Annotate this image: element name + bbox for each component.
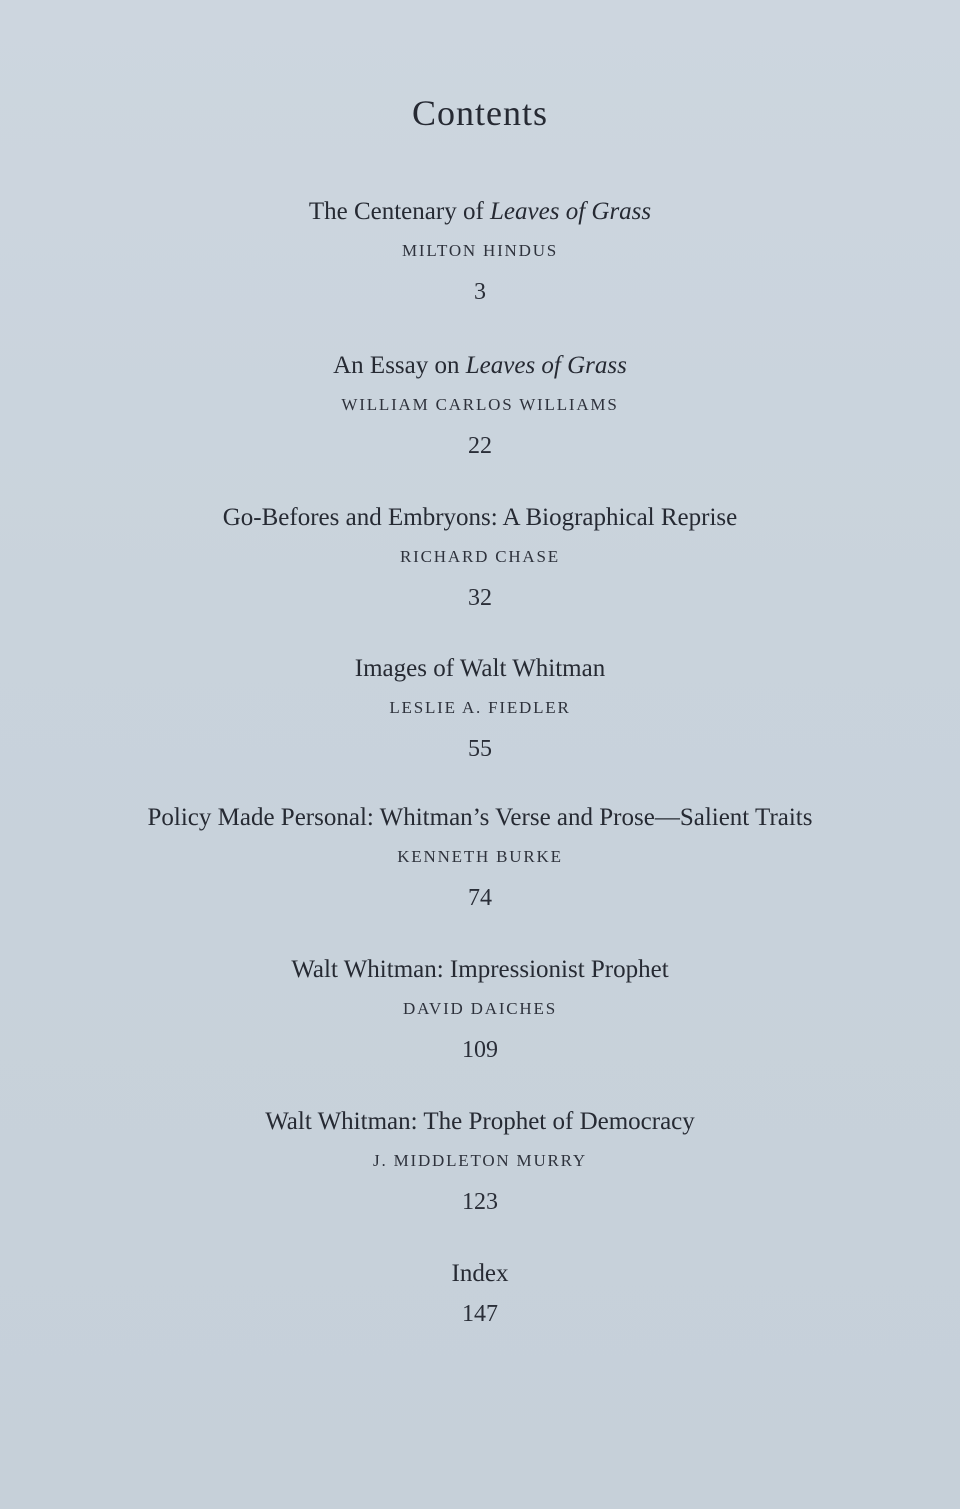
- toc-entry: [0, 954, 960, 1064]
- entry-title-italic: Leaves of Grass: [465, 352, 627, 379]
- entry-title-text: An Essay on: [333, 352, 466, 379]
- entry-title-text: Policy Made Personal: Whitman’s Verse and Prose—Salient Traits: [147, 804, 813, 831]
- entry-author: KENNETH BURKE: [397, 847, 563, 866]
- entry-page-number: 123: [462, 1189, 498, 1215]
- entry-author: LESLIE A. FIEDLER: [389, 698, 571, 717]
- toc-entry: [0, 653, 960, 763]
- toc-entry: [0, 350, 960, 460]
- entry-title: [0, 350, 960, 382]
- entry-author: DAVID DAICHES: [403, 999, 557, 1018]
- page-title: Contents: [411, 93, 548, 133]
- toc-entry: [0, 196, 960, 306]
- entry-title-italic: Leaves of Grass: [490, 198, 652, 225]
- entry-page-number: 32: [468, 585, 492, 611]
- toc-entry-index: [0, 1258, 960, 1328]
- entry-title-text: Go-Befores and Embryons: A Biographical Reprise: [222, 504, 738, 531]
- entry-title-text: Walt Whitman: The Prophet of Democracy: [265, 1108, 695, 1135]
- entry-title: [0, 653, 960, 685]
- toc-entry: [0, 802, 960, 912]
- entry-page-number: 74: [468, 885, 492, 911]
- entry-page-number: 55: [468, 736, 492, 762]
- entry-page-number: 109: [462, 1037, 498, 1063]
- entry-author: RICHARD CHASE: [400, 547, 560, 566]
- entry-title: [0, 196, 960, 228]
- index-page-number: 147: [462, 1301, 498, 1327]
- entry-title: [0, 1106, 960, 1138]
- entry-author: MILTON HINDUS: [401, 241, 559, 260]
- entry-author: WILLIAM CARLOS WILLIAMS: [341, 395, 619, 414]
- entry-title: [0, 802, 960, 834]
- entry-page-number: 3: [474, 279, 486, 305]
- toc-entry: [0, 502, 960, 612]
- entry-title-text: Walt Whitman: Impressionist Prophet: [291, 956, 669, 983]
- entry-title: [0, 502, 960, 534]
- toc-entry: [0, 1106, 960, 1216]
- entry-page-number: 22: [468, 433, 492, 459]
- entry-title: [0, 954, 960, 986]
- entry-title-text: The Centenary of: [308, 198, 491, 225]
- entry-author: J. MIDDLETON MURRY: [373, 1151, 587, 1170]
- entry-title-text: Images of Walt Whitman: [354, 655, 606, 682]
- index-title: Index: [451, 1260, 509, 1287]
